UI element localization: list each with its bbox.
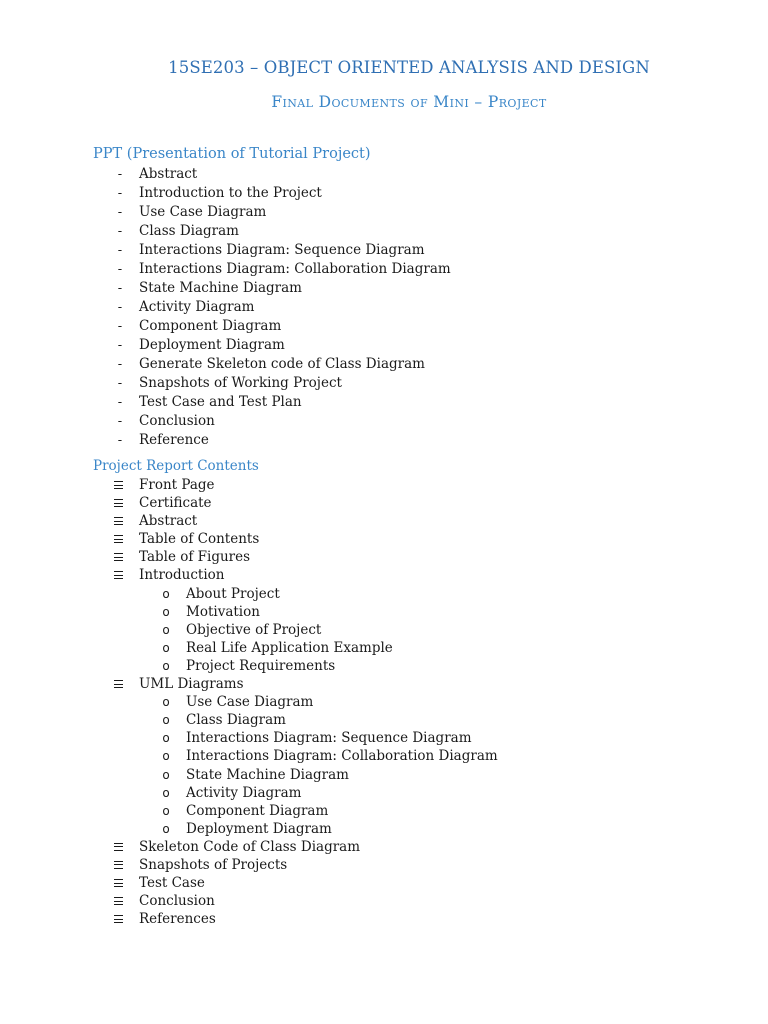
dash-bullet-icon: -: [117, 224, 123, 239]
ppt-list-item-text: Class Diagram: [139, 223, 239, 239]
dash-bullet-icon: -: [117, 395, 123, 410]
circle-bullet-icon: o: [162, 749, 170, 764]
triple-bar-bullet-icon: [114, 897, 123, 905]
ppt-list-item-text: Test Case and Test Plan: [139, 394, 302, 410]
triple-bar-bullet-icon: [114, 915, 123, 923]
dash-bullet-icon: -: [117, 414, 123, 429]
ppt-list-item-text: Component Diagram: [139, 318, 282, 334]
dash-bullet-icon: -: [117, 205, 123, 220]
dash-bullet-icon: -: [117, 186, 123, 201]
circle-bullet-icon: o: [162, 586, 170, 601]
report-sub-item-text: Class Diagram: [186, 712, 286, 729]
circle-bullet-icon: o: [162, 604, 170, 619]
report-list-item-text: Skeleton Code of Class Diagram: [139, 838, 361, 855]
circle-bullet-icon: o: [162, 713, 170, 728]
report-list-item-text: Conclusion: [139, 893, 215, 910]
ppt-list-item-text: Snapshots of Working Project: [139, 375, 342, 391]
ppt-list-item-text: Deployment Diagram: [139, 337, 285, 353]
report-section-heading: Project Report Contents: [93, 458, 259, 474]
circle-bullet-icon: o: [162, 821, 170, 836]
circle-bullet-icon: o: [162, 785, 170, 800]
report-sub-item-text: Interactions Diagram: Sequence Diagram: [186, 730, 472, 747]
triple-bar-bullet-icon: [114, 879, 123, 887]
dash-bullet-icon: -: [117, 433, 123, 448]
document-title: 15SE203 – OBJECT ORIENTED ANALYSIS AND DESIGN: [168, 58, 650, 77]
triple-bar-bullet-icon: [114, 517, 123, 525]
triple-bar-bullet-icon: [114, 571, 123, 579]
circle-bullet-icon: o: [162, 640, 170, 655]
dash-bullet-icon: -: [117, 319, 123, 334]
circle-bullet-icon: o: [162, 658, 170, 673]
triple-bar-bullet-icon: [114, 481, 123, 489]
report-list-item-text: Abstract: [139, 513, 198, 530]
dash-bullet-icon: -: [117, 167, 123, 182]
report-sub-item-text: Component Diagram: [186, 802, 329, 819]
triple-bar-bullet-icon: [114, 843, 123, 851]
ppt-list-item-text: Introduction to the Project: [139, 185, 322, 201]
report-list-item-text: Front Page: [139, 477, 215, 493]
report-sub-item-text: Motivation: [186, 603, 260, 620]
ppt-list-item-text: Use Case Diagram: [139, 204, 267, 220]
triple-bar-bullet-icon: [114, 535, 123, 543]
document-subtitle: Final Documents of Mini – Project: [271, 93, 547, 111]
dash-bullet-icon: -: [117, 357, 123, 372]
dash-bullet-icon: -: [117, 281, 123, 296]
triple-bar-bullet-icon: [114, 553, 123, 561]
report-sub-item-text: Use Case Diagram: [186, 694, 314, 711]
report-list-item-text: Certificate: [139, 495, 212, 512]
report-sub-item-text: Deployment Diagram: [186, 820, 332, 837]
dash-bullet-icon: -: [117, 262, 123, 277]
ppt-list-item-text: Activity Diagram: [139, 299, 255, 315]
circle-bullet-icon: o: [162, 695, 170, 710]
ppt-list-item-text: Abstract: [139, 166, 198, 182]
circle-bullet-icon: o: [162, 622, 170, 637]
triple-bar-bullet-icon: [114, 499, 123, 507]
report-list-item-text: Introduction: [139, 567, 225, 584]
report-list-item-text: Table of Contents: [139, 531, 260, 548]
report-list-item-text: References: [139, 911, 216, 928]
ppt-section-heading: PPT (Presentation of Tutorial Project): [93, 146, 371, 162]
ppt-list-item-text: State Machine Diagram: [139, 280, 302, 296]
report-sub-item-text: Objective of Project: [186, 621, 322, 638]
ppt-list-item-text: Interactions Diagram: Sequence Diagram: [139, 242, 425, 258]
triple-bar-bullet-icon: [114, 861, 123, 869]
ppt-list-item-text: Generate Skeleton code of Class Diagram: [139, 356, 425, 372]
report-sub-item-text: State Machine Diagram: [186, 766, 349, 783]
ppt-list-item-text: Interactions Diagram: Collaboration Diagram: [139, 261, 451, 277]
report-sub-item-text: Project Requirements: [186, 657, 336, 674]
report-list-item-text: Table of Figures: [139, 549, 251, 566]
report-list-item-text: Test Case: [139, 875, 205, 892]
report-sub-item-text: Real Life Application Example: [186, 639, 393, 656]
report-list-item-text: Snapshots of Projects: [139, 856, 288, 873]
report-list-item-text: UML Diagrams: [139, 676, 244, 693]
report-sub-item-text: Interactions Diagram: Collaboration Diagram: [186, 748, 498, 765]
dash-bullet-icon: -: [117, 300, 123, 315]
triple-bar-bullet-icon: [114, 680, 123, 688]
report-sub-item-text: Activity Diagram: [186, 784, 302, 801]
report-sub-item-text: About Project: [186, 585, 280, 602]
dash-bullet-icon: -: [117, 376, 123, 391]
dash-bullet-icon: -: [117, 338, 123, 353]
ppt-list-item-text: Conclusion: [139, 413, 215, 429]
circle-bullet-icon: o: [162, 731, 170, 746]
ppt-list-item-text: Reference: [139, 432, 209, 448]
circle-bullet-icon: o: [162, 767, 170, 782]
circle-bullet-icon: o: [162, 803, 170, 818]
dash-bullet-icon: -: [117, 243, 123, 258]
